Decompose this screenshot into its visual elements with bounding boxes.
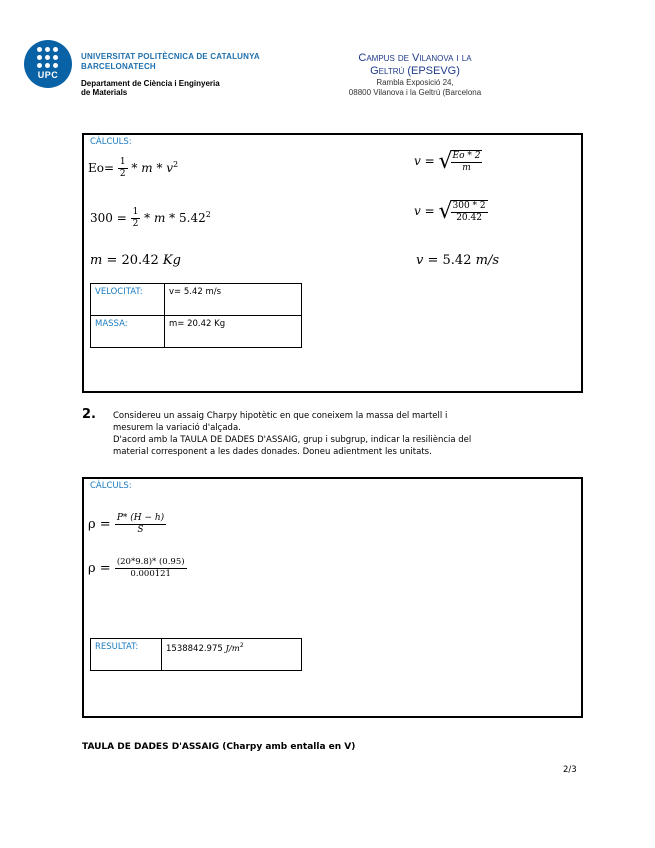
table-row: [91, 639, 302, 671]
mass-value: m= 20.42 Kg: [165, 316, 302, 348]
result-value: 1538842.975 $J/m^2$: [162, 639, 302, 671]
result-table-2: [90, 638, 302, 671]
resilience-substituted: ρ = $\frac{(20*9.8)* (0.95)}{0.000121}$: [88, 557, 185, 579]
substituted-equation: 300 = $\frac{1}{2}$ * m * 5.42$^2$: [90, 207, 211, 229]
table-row: [91, 316, 302, 348]
velocity-formula: v = √ $\frac{Eo * 2}{m}$: [414, 149, 481, 174]
university-name: UNIVERSITAT POLITÈCNICA DE CATALUNYA BARCELONATECH: [81, 52, 260, 71]
upc-logo: [24, 40, 72, 88]
table-row: [91, 284, 302, 316]
calc-label: CÀLCULS:: [90, 137, 132, 147]
question-number: 2.: [82, 407, 96, 422]
calc-label: CÀLCULS:: [90, 481, 132, 491]
logo-dots-icon: [34, 47, 62, 69]
energy-equation: Eo= $\frac{1}{2}$ * m * $v^2$: [88, 157, 179, 179]
page-number: 2/3: [563, 765, 577, 775]
velocity-substituted: v = √ $\frac{300 * 2}{20.42}$: [414, 199, 486, 224]
department-name: Departament de Ciència i Enginyeria de Materials: [81, 79, 220, 97]
calc-box-2: [82, 477, 583, 718]
campus-block: Campus de Vilanova i la Geltrú (EPSEVG) Rambla Exposició 24, 08800 Vilanova i la Geltrú (Barcelona: [348, 52, 482, 97]
results-table-1: [90, 283, 302, 348]
velocity-label: VELOCITAT:: [91, 284, 165, 316]
logo-text: UPC: [37, 70, 59, 80]
result-label: RESULTAT:: [91, 639, 162, 671]
question-text: Considereu un assaig Charpy hipotètic en que coneixem la massa del martell i mesurem la variació d'alçada. D'acord amb la TAULA DE DADES D'ASSAIG, grup i subgrup, indicar la resiliència del material corresponent a les dades donades. Doneu adientment les unitats.: [113, 411, 472, 457]
mass-result-equation: m = 20.42 Kg: [90, 253, 181, 268]
velocity-result: v = 5.42 m/s: [416, 253, 500, 268]
data-table-title: TAULA DE DADES D'ASSAIG (Charpy amb entalla en V): [82, 742, 356, 752]
velocity-value: v= 5.42 m/s: [165, 284, 302, 316]
mass-label: MASSA:: [91, 316, 165, 348]
calc-box-1: [82, 133, 583, 393]
resilience-formula: ρ = $\frac{P* (H - h)}{S}$: [88, 513, 165, 535]
